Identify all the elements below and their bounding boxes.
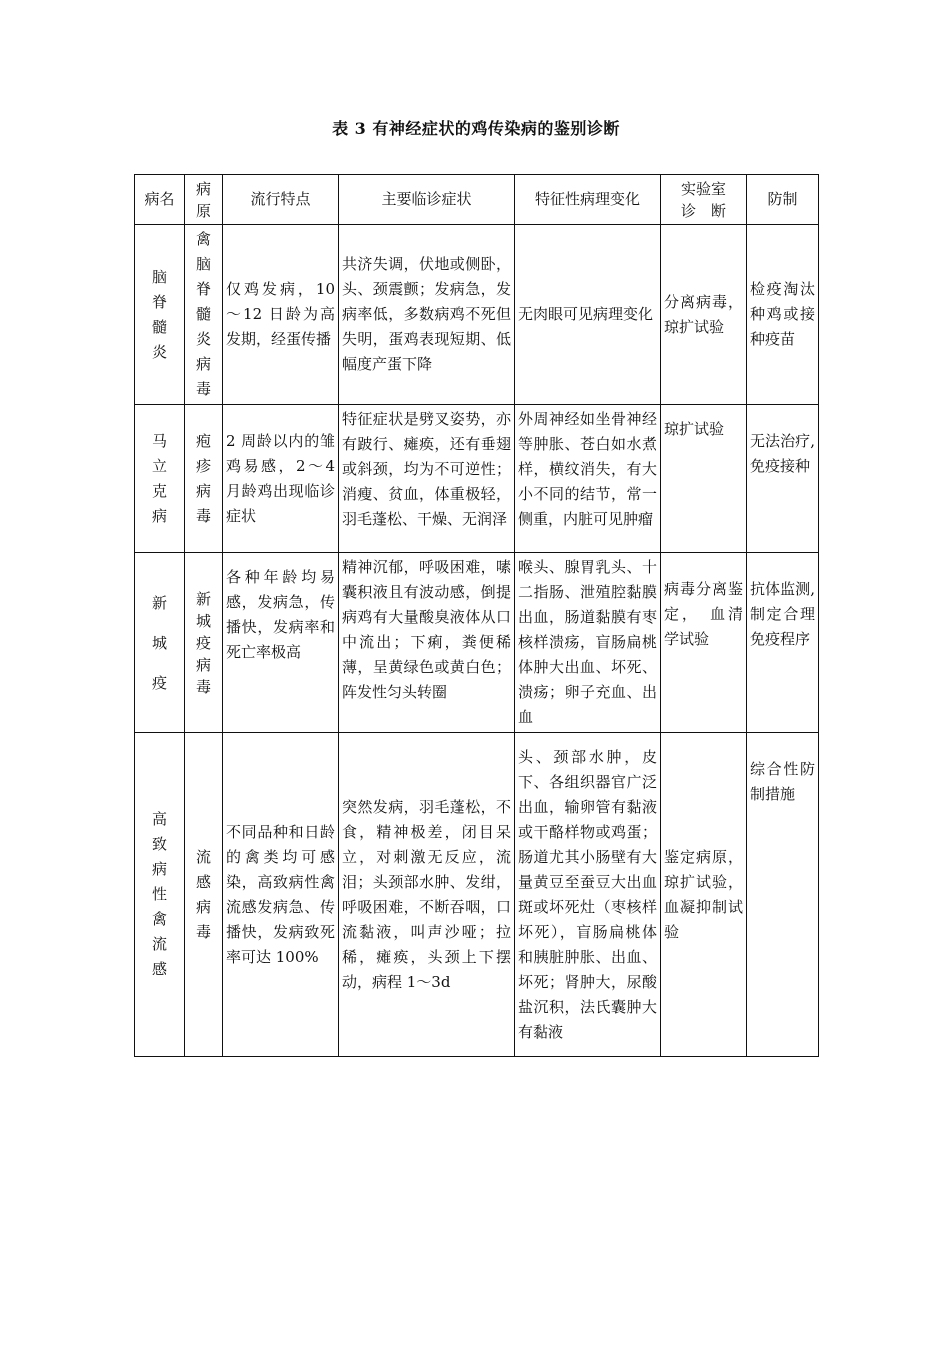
cell-name: 新 城 疫 [135, 553, 185, 733]
table-row [135, 733, 819, 1057]
cell-epidemic: 不同品种和日龄的禽类均可感染，高致病性禽流感发病急、传播快，发病致死率可达 100% [223, 733, 339, 1057]
cell-pathology: 外周神经如坐骨神经等肿胀、苍白如水煮样，横纹消失，有大小不同的结节，常一侧重，内脏可见肿瘤 [515, 405, 661, 553]
table-title: 表 3 有神经症状的鸡传染病的鉴别诊断 [332, 119, 620, 138]
cell-lab: 鉴定病原，琼扩试验，血凝抑制试验 [661, 733, 747, 1057]
cell-epidemic: 2 周龄以内的雏鸡易感，2～4 月龄鸡出现临诊症状 [223, 405, 339, 553]
cell-symptoms: 突然发病，羽毛蓬松，不食，精神极差，闭目呆立，对刺激无反应，流泪；头颈部水肿、发绀，呼吸困难，不断吞咽，口流黏液，叫声沙哑；拉稀，瘫痪，头颈上下摆动，病程 1～3d [339, 733, 515, 1057]
cell-name: 高 致 病 性 禽 流 感 [135, 733, 185, 1057]
cell-epidemic: 仅鸡发病，10～12 日龄为高发期，经蛋传播 [223, 225, 339, 405]
cell-epidemic: 各种年龄均易感，发病急，传播快，发病率和死亡率极高 [223, 553, 339, 733]
cell-control: 综合性防制措施 [747, 733, 819, 1057]
cell-symptoms: 精神沉郁，呼吸困难，嗉囊积液且有波动感，倒提病鸡有大量酸臭液体从口中流出；下痢，粪便稀薄，呈黄绿色或黄白色；阵发性匀头转圈 [339, 553, 515, 733]
cell-lab: 琼扩试验 [661, 405, 747, 553]
cell-name: 脑 脊 髓 炎 [135, 225, 185, 405]
cell-lab: 病毒分离鉴定， 血清学试验 [661, 553, 747, 733]
header-symptoms: 主要临诊症状 [339, 175, 515, 225]
header-row [135, 175, 819, 225]
cell-pathology: 无肉眼可见病理变化 [515, 225, 661, 405]
header-pathology: 特征性病理变化 [515, 175, 661, 225]
header-name: 病名 [135, 175, 185, 225]
cell-name: 马 立 克 病 [135, 405, 185, 553]
table-row [135, 405, 819, 553]
header-pathogen: 病 原 [185, 175, 223, 225]
cell-pathology: 喉头、腺胃乳头、十二指肠、泄殖腔黏膜出血，肠道黏膜有枣核样溃疡，盲肠扁桃体肿大出血、坏死、溃疡；卵子充血、出血 [515, 553, 661, 733]
header-lab: 实验室 诊 断 [661, 175, 747, 225]
cell-control: 抗体监测,制定合理免疫程序 [747, 553, 819, 733]
cell-control: 无法治疗,免疫接种 [747, 405, 819, 553]
cell-control: 检疫淘汰种鸡或接种疫苗 [747, 225, 819, 405]
cell-pathogen: 疱 疹 病 毒 [185, 405, 223, 553]
cell-symptoms: 特征症状是劈叉姿势，亦有跛行、瘫痪，还有垂翅或斜颈，均为不可逆性；消瘦、贫血，体重极轻，羽毛蓬松、干燥、无润泽 [339, 405, 515, 553]
header-control: 防制 [747, 175, 819, 225]
cell-pathogen: 禽 脑 脊 髓 炎 病 毒 [185, 225, 223, 405]
table-row [135, 225, 819, 405]
diagnosis-table [134, 174, 819, 1057]
table-row [135, 553, 819, 733]
cell-symptoms: 共济失调，伏地或侧卧，头、颈震颤；发病急，发病率低，多数病鸡不死但失明，蛋鸡表现短期、低幅度产蛋下降 [339, 225, 515, 405]
cell-pathogen: 新 城 疫 病 毒 [185, 553, 223, 733]
header-epidemic: 流行特点 [223, 175, 339, 225]
cell-lab: 分离病毒，琼扩试验 [661, 225, 747, 405]
cell-pathology: 头、颈部水肿，皮下、各组织器官广泛出血，输卵管有黏液或干酪样物或鸡蛋；肠道尤其小肠壁有大量黄豆至蚕豆大出血斑或坏死灶（枣核样坏死），盲肠扁桃体和胰脏肿胀、出血、坏死；肾肿大，尿酸盐沉积，法氏囊肿大有黏液 [515, 733, 661, 1057]
cell-pathogen: 流 感 病 毒 [185, 733, 223, 1057]
